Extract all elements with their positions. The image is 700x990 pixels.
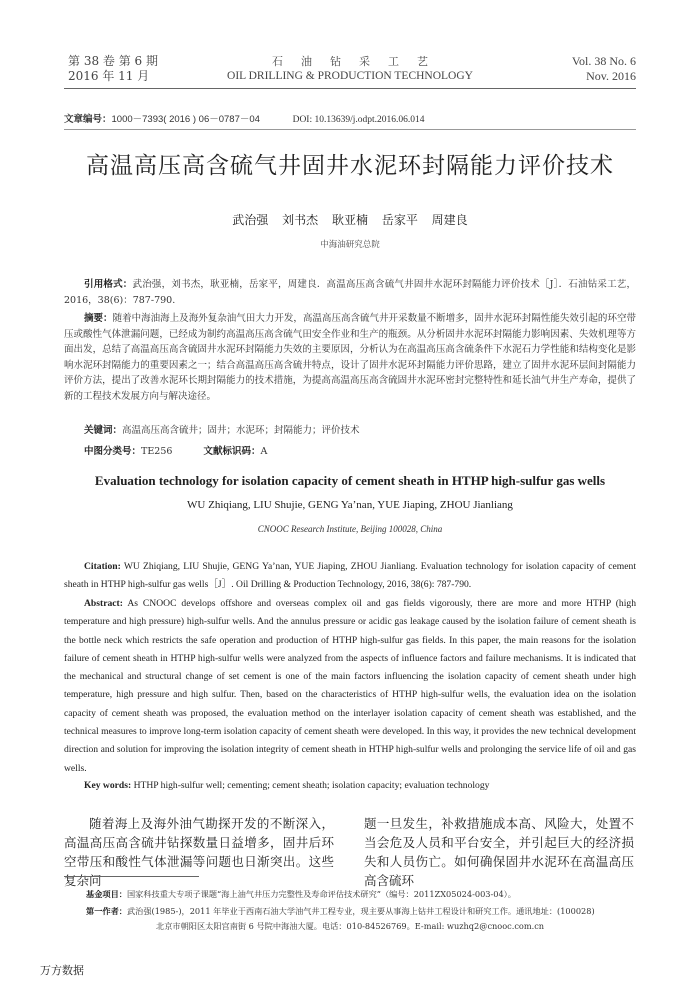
article-no: 1000－7393( 2016 ) 06－0787－04 — [111, 114, 260, 125]
fund-label: 基金项目： — [86, 889, 127, 899]
title-en: Evaluation technology for isolation capacity of cement sheath in HTHP high-sulfur gas wells — [94, 473, 606, 488]
keywords-en-text: HTHP high-sulfur well; cementing; cement sheath; isolation capacity; evaluation technology — [133, 780, 490, 791]
abstract-en-label: Abstract: — [84, 598, 123, 609]
header-date-en: Nov. 2016 — [586, 69, 636, 83]
keywords-en-label: Key words: — [84, 780, 132, 791]
clc-label: 中图分类号： — [84, 446, 142, 457]
article-no-label: 文章编号： — [64, 114, 112, 125]
body-column-left: 随着海上及海外油气勘探开发的不断深入，高温高压高含硫井钻探数量日益增多，固井后环空带压和酸性气体泄漏等问题也日渐突出。这些复杂问 — [64, 816, 334, 888]
doc-code: A — [260, 446, 268, 457]
first-author-text-2: 北京市朝阳区太阳宫南街 6 号院中海油大厦。电话：010-84526769。E-mail: wuzhq2@cnooc.com.cn — [156, 921, 545, 931]
abstract-cn-text: 随着中海油海上及海外复杂油气田大力开发，高温高压高含硫气井开采数量不断增多，固井水泥环封隔性能失效引起的环空带压或酸性气体泄漏问题，已经成为制约高温高压高含硫气田安全作业和生产的瓶颈。从分析固井水泥环封隔能力影响因素、失效机理等方面出发，总结了高温高压高含硫固井水泥环封隔能力失效的主要原因，分析认为在高温高压高含硫条件下水泥石力学性能和结构变化是影响水泥环封隔能力的重要因素之一；结合高温高压高含硫井特点，设计了固井水泥环封隔能力评价思路，建立了固井水泥环层间封隔能力评价方法，提出了改善水泥环长期封隔能力的技术措施，为提高高温高压高含硫固井水泥环密封完整特性和延长油气井生产寿命，提供了新的工程技术发展方向与解决途径。 — [64, 313, 636, 402]
author-cn: 刘书杰 — [282, 213, 319, 227]
article-meta — [64, 111, 425, 125]
institution-cn: 中海油研究总院 — [320, 240, 380, 250]
first-author-text-1: 武治强(1985-)，2011 年毕业于西南石油大学油气井工程专业，现主要从事海上钻井工程设计和研究工作。通讯地址：(100028) — [126, 906, 595, 916]
journal-name-en: OIL DRILLING & PRODUCTION TECHNOLOGY — [227, 70, 473, 82]
journal-name-cn: 石油钻采工艺 — [272, 55, 446, 68]
header-volume-en: Vol. 38 No. 6 — [571, 54, 636, 68]
clc-code: TE256 — [141, 446, 173, 457]
header-issue-info — [68, 54, 158, 84]
citation-en-label: Citation: — [84, 561, 121, 572]
institution-en: CNOOC Research Institute, Beijing 100028, China — [257, 524, 443, 534]
citation-en — [64, 558, 636, 595]
body-column-right: 题一旦发生，补救措施成本高、风险大，处置不当会危及人员和平台安全，并引起巨大的经济损失和人员伤亡。如何确保固井水泥环在高温高压高含硫环 — [364, 816, 634, 888]
abstract-en — [64, 595, 636, 778]
citation-cn-text: 武治强，刘书杰，耿亚楠，岳家平，周建良．高温高压高含硫气井固井水泥环封隔能力评价技术［J］．石油钻采工艺，2016，38(6)：787-790. — [64, 279, 636, 306]
authors-cn — [0, 211, 700, 228]
wanfang-watermark: 万方数据 — [40, 964, 84, 977]
authors-en: WU Zhiqiang, LIU Shujie, GENG Ya’nan, YUE Jiaping, ZHOU Jianliang — [187, 499, 513, 511]
keywords-cn-text: 高温高压高含硫井；固井；水泥环；封隔能力；评价技术 — [122, 425, 360, 436]
first-author-label: 第一作者： — [86, 906, 127, 916]
citation-cn-label: 引用格式： — [84, 279, 133, 290]
author-cn: 岳家平 — [381, 213, 418, 227]
citation-en-text: WU Zhiqiang, LIU Shujie, GENG Ya’nan, YUE Jiaping, ZHOU Jianliang. Evaluation technology for isolation capacity of cement sheath in HTHP high-sulfur gas wells［J］. Oil Drilling & Production Technology, 2016, 38(6): 787-790. — [64, 561, 636, 591]
doi: DOI: 10.13639/j.odpt.2016.06.014 — [292, 115, 425, 125]
author-cn: 耿亚楠 — [331, 213, 368, 227]
keywords-cn-label: 关键词： — [84, 425, 123, 436]
header-journal-name — [200, 54, 500, 84]
footnote-rule — [64, 876, 199, 877]
abstract-cn-label: 摘要： — [84, 313, 113, 324]
header-volume-cn: 第 38 卷 第 6 期 — [68, 54, 158, 68]
fund-text: 国家科技重大专项子课题“海上油气井压力完整性及寿命评估技术研究”（编号：2011ZX05024-003-04）。 — [126, 889, 516, 899]
author-cn: 周建良 — [431, 213, 468, 227]
doc-code-label: 文献标识码： — [203, 446, 261, 457]
classification — [84, 443, 267, 457]
abstract-en-text: As CNOOC develops offshore and overseas complex oil and gas fields vigorously, there are more and more HTHP (high temperature and high pressure) high-sulfur wells. And the annulus pressure or acidic gas leakage caused by the isolation failure of cement sheath is the bottle neck which restricts the safe operation and production of HTHP high-sulfur gas fields. In this paper, the main reasons for the isolation failure of cement sheath in HTHP high-sulfur wells were analyzed from the aspects of influence factors and failure mechanisms. It is indicated that the mechanical and structural change of set cement is one of the main factors influencing the isolation capacity of cement sheath under high temperature, high pressure and high sulfur. Then, based on the characteristics of HTHP high-sulfur wells, the evaluation idea on the isolation capacity of cement sheath was proposed, the evaluation method on the interlayer isolation capacity of cement sheath was established, and the technical measures to improve long-term isolation capacity of cement sheath were developed. In this way, it provides the new technical development direction and solution for improving the isolation integrity of cement sheath in HTHP high-sulfur wells and prolonging the service life of oil and gas wells. — [64, 598, 636, 774]
keywords-en — [64, 777, 636, 795]
header-rule — [64, 88, 636, 89]
title-cn: 高温高压高含硫气井固井水泥环封隔能力评价技术 — [86, 153, 614, 179]
citation-cn — [64, 277, 636, 308]
keywords-cn — [84, 422, 360, 436]
abstract-cn — [64, 311, 636, 404]
author-cn: 武治强 — [232, 213, 269, 227]
footnote-fund — [64, 887, 658, 902]
header-issue-info-en — [572, 54, 636, 84]
header-date-cn: 2016 年 11 月 — [68, 69, 150, 83]
footnote-author — [64, 904, 658, 934]
meta-rule — [64, 129, 636, 130]
